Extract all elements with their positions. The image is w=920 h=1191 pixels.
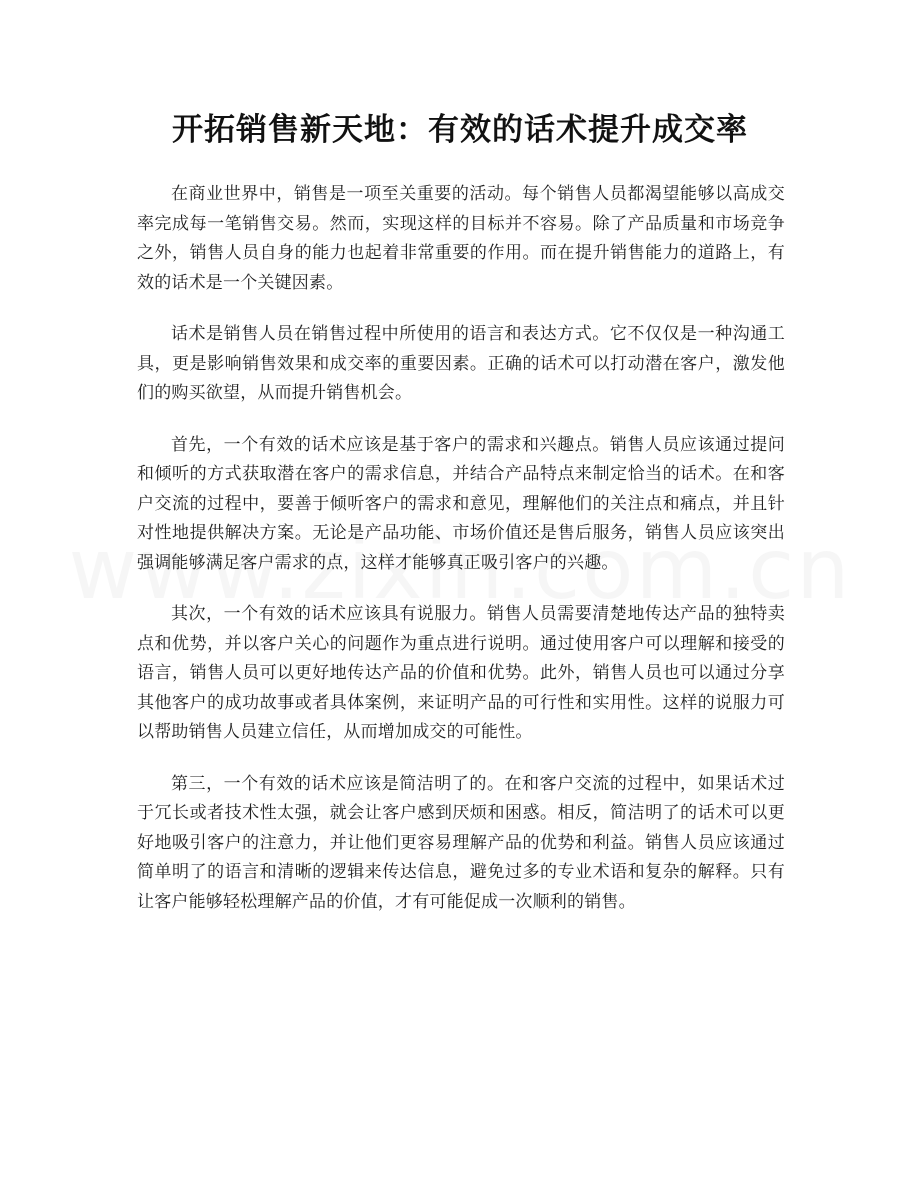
paragraph-5: 第三，一个有效的话术应该是简洁明了的。在和客户交流的过程中，如果话术过于冗长或者技术性太强，就会让客户感到厌烦和困惑。相反，简洁明了的话术可以更好地吸引客户的注意力，并让他们更容易理解产品的优势和利益。销售人员应该通过简单明了的语言和清晰的逻辑来传达信息，避免过多的专业术语和复杂的解释。只有让客户能够轻松理解产品的价值，才有可能促成一次顺利的销售。 [137,773,785,912]
paragraph-4: 其次，一个有效的话术应该具有说服力。销售人员需要清楚地传达产品的独特卖点和优势，并以客户关心的问题作为重点进行说明。通过使用客户可以理解和接受的语言，销售人员可以更好地传达产品的价值和优势。此外，销售人员也可以通过分享其他客户的成功故事或者具体案例，来证明产品的可行性和实用性。这样的说服力可以帮助销售人员建立信任，从而增加成交的可能性。 [137,604,785,742]
document-body [137,180,785,939]
document-title: 开拓销售新天地：有效的话术提升成交率 [172,112,748,148]
paragraph-3: 首先，一个有效的话术应该是基于客户的需求和兴趣点。销售人员应该通过提问和倾听的方式获取潜在客户的需求信息，并结合产品特点来制定恰当的话术。在和客户交流的过程中，要善于倾听客户的需求和意见，理解他们的关注点和痛点，并且针对性地提供解决方案。无论是产品功能、市场价值还是售后服务，销售人员应该突出强调能够满足客户需求的点，这样才能够真正吸引客户的兴趣。 [137,434,785,573]
paragraph-2: 话术是销售人员在销售过程中所使用的语言和表达方式。它不仅仅是一种沟通工具，更是影响销售效果和成交率的重要因素。正确的话术可以打动潜在客户，激发他们的购买欲望，从而提升销售机会。 [137,324,785,403]
paragraph-1: 在商业世界中，销售是一项至关重要的活动。每个销售人员都渴望能够以高成交率完成每一笔销售交易。然而，实现这样的目标并不容易。除了产品质量和市场竞争之外，销售人员自身的能力也起着非常重要的作用。而在提升销售能力的道路上，有效的话术是一个关键因素。 [137,184,785,293]
